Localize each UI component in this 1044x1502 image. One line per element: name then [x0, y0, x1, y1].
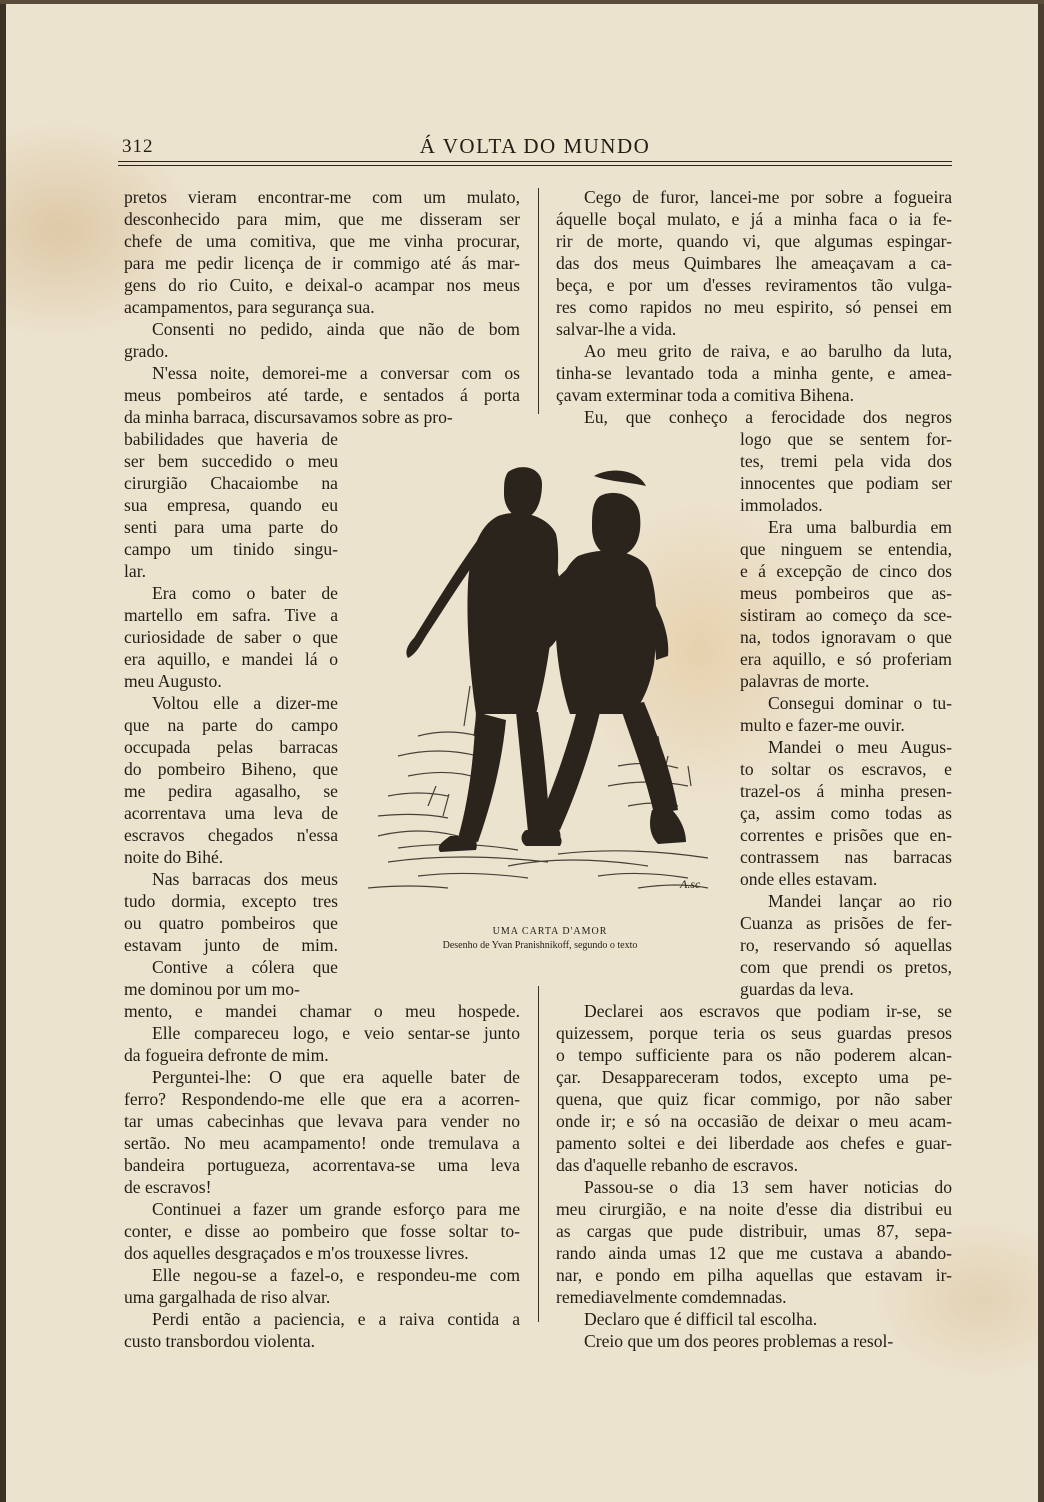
text-line: N'essa noite, demorei-me a conversar com os: [152, 363, 520, 383]
running-title: Á VOLTA DO MUNDO: [419, 134, 651, 158]
text-line: acampamentos, para segurança sua.: [124, 297, 375, 317]
page-header: [118, 134, 952, 162]
text-line: me dominou por um mo-: [124, 979, 300, 999]
text-line: Consegui dominar o tu-: [768, 693, 952, 713]
text-line: cirurgião Chacaiombe na: [124, 473, 338, 493]
text-line: pretos vieram encontrar-me com um mulato,: [124, 187, 520, 207]
text-line: Declarei aos escravos que podiam ir-se, se: [584, 1001, 952, 1021]
text-line: Elle negou-se a fazel-o, e respondeu-me com: [152, 1265, 520, 1285]
text-line: Consenti no pedido, ainda que não de bom: [152, 319, 520, 339]
page-edge-right: [1038, 0, 1044, 1502]
column-divider: [538, 188, 539, 414]
text-line: do pombeiro Biheno, que: [124, 759, 338, 779]
text-line: com que prendi os pretos,: [740, 957, 952, 977]
text-line: Era uma balburdia em: [768, 517, 952, 537]
page-edge-left: [0, 0, 6, 1502]
text-line: ser bem succedido o meu: [124, 451, 338, 471]
text-line: Perguntei-lhe: O que era aquelle bater de: [152, 1067, 520, 1087]
text-line: senti para uma parte do: [124, 517, 338, 537]
header-rule-thin: [118, 165, 952, 166]
text-line: Contive a cólera que: [152, 957, 338, 977]
text-line: áquelle boçal mulato, e já a minha faca o ia fe-: [556, 209, 952, 229]
text-line: çavam exterminar toda a comitiva Bihena.: [556, 385, 854, 405]
text-line: ro, reservando só aquellas: [740, 935, 952, 955]
text-line: me pedira agasalho, se: [124, 781, 338, 801]
text-line: estavam junto de mim.: [124, 935, 338, 955]
text-line: grado.: [124, 341, 169, 361]
text-line: palavras de morte.: [740, 671, 870, 691]
page-number: 312: [122, 136, 154, 157]
text-line: nar, e pondo em pilha aquellas que estavam ir-: [556, 1265, 952, 1285]
text-line: res como rapidos no meu espirito, só pensei em: [556, 297, 952, 317]
text-line: martello em safra. Tive a: [124, 605, 338, 625]
text-line: escravos chegados n'essa: [124, 825, 338, 845]
svg-text:A.sc: A.sc: [680, 877, 701, 891]
text-line: occupada pelas barracas: [124, 737, 338, 757]
text-line: das dos meus Quimbares lhe ameaçavam a ca-: [556, 253, 952, 273]
text-line: ferro? Respondendo-me elle que era a acorren-: [124, 1089, 520, 1109]
text-line: babilidades que haveria de: [124, 429, 338, 449]
column-divider-lower: [538, 986, 539, 1322]
text-line: de escravos!: [124, 1177, 212, 1197]
text-line: sertão. No meu acampamento! onde tremulava a: [124, 1133, 520, 1153]
text-line: sistiram ao começo da sce-: [740, 605, 952, 625]
text-line: acorrentava uma leva de: [124, 803, 338, 823]
text-line: Cego de furor, lancei-me por sobre a fogueira: [584, 187, 952, 207]
text-line: quena, que quiz ficar commigo, por não saber: [556, 1089, 952, 1109]
text-line: beça, e por um d'esses reviramentos tão vulga-: [556, 275, 952, 295]
text-line: bandeira portugueza, acorrentava-se uma leva: [124, 1155, 520, 1175]
text-line: Nas barracas dos meus: [152, 869, 338, 889]
text-line: meu Augusto.: [124, 671, 222, 691]
text-line: logo que se sentem for-: [740, 429, 952, 449]
text-line: Mandei lançar ao rio: [768, 891, 952, 911]
text-line: salvar-lhe a vida.: [556, 319, 677, 339]
text-line: desconhecido para mim, que me disseram ser: [124, 209, 520, 229]
text-line: tar umas cabecinhas que levava para vender no: [124, 1111, 520, 1131]
text-line: Declaro que é difficil tal escolha.: [584, 1309, 818, 1329]
text-line: das d'aquelle rebanho de escravos.: [556, 1155, 799, 1175]
text-line: Mandei o meu Augus-: [768, 737, 952, 757]
text-line: trazel-os á minha presen-: [740, 781, 952, 801]
text-line: mento, e mandei chamar o meu hospede.: [124, 1001, 520, 1021]
text-line: Ao meu grito de raiva, e ao barulho da luta,: [584, 341, 952, 361]
text-line: uma gargalhada de riso alvar.: [124, 1287, 331, 1307]
text-line: Elle compareceu logo, e veio sentar-se junto: [152, 1023, 520, 1043]
text-line: multo e fazer-me ouvir.: [740, 715, 905, 735]
text-line: Creio que um dos peores problemas a resol-: [584, 1331, 894, 1351]
text-line: to soltar os escravos, e: [740, 759, 952, 779]
text-line: Continuei a fazer um grande esforço para me: [152, 1199, 520, 1219]
text-line: Era como o bater de: [152, 583, 338, 603]
text-line: immolados.: [740, 495, 823, 515]
text-line: era aquillo, e mandei lá o: [124, 649, 338, 669]
text-line: Eu, que conheço a ferocidade dos negros: [584, 407, 952, 427]
text-line: onde elles estavam.: [740, 869, 878, 889]
text-line: correntes e prisões que en-: [740, 825, 952, 845]
engraving-illustration: [358, 436, 742, 920]
text-line: lar.: [124, 561, 146, 581]
text-line: meus pombeiros até tarde, e sentados á porta: [124, 385, 520, 405]
text-line: curiosidade de saber o que: [124, 627, 338, 647]
text-line: Passou-se o dia 13 sem haver noticias do: [584, 1177, 952, 1197]
text-line: na, todos ignoravam o que: [740, 627, 952, 647]
text-line: rando ainda umas 12 que me custava a abando-: [556, 1243, 952, 1263]
text-line: tudo dormia, excepto tres: [124, 891, 338, 911]
text-line: as cargas que pude distribuir, umas 87, sepa-: [556, 1221, 952, 1241]
text-line: contrassem nas barracas: [740, 847, 952, 867]
text-line: rir de morte, quando vi, que algumas espingar-: [556, 231, 952, 251]
text-line: çar. Desappareceram todos, excepto uma pe-: [556, 1067, 952, 1087]
text-line: tinha-se levantado toda a minha gente, e amea-: [556, 363, 952, 383]
text-line: gens do rio Cuito, e deixal-o acampar nos meus: [124, 275, 520, 295]
text-line: o tempo sufficiente para os não poderem alcan-: [556, 1045, 952, 1065]
text-line: ou quatro pombeiros que: [124, 913, 338, 933]
header-rule: [118, 161, 952, 162]
text-line: chefe de uma comitiva, que me vinha procurar,: [124, 231, 520, 251]
text-line: noite do Bihé.: [124, 847, 224, 867]
text-line: Perdi então a paciencia, e a raiva contida a: [152, 1309, 520, 1329]
text-line: da fogueira defronte de mim.: [124, 1045, 329, 1065]
page-edge-bottom: [0, 0, 1044, 4]
text-line: Cuanza as prisões de fer-: [740, 913, 952, 933]
text-line: tes, tremi pela vida dos: [740, 451, 952, 471]
figure-caption-credit: Desenho de Yvan Pranishnikoff, segundo o texto: [442, 940, 638, 951]
text-line: meu cirurgião, e na noite d'esse dia distribui eu: [556, 1199, 952, 1219]
text-line: da minha barraca, discursavamos sobre as pro-: [124, 407, 453, 427]
text-line: sua empresa, quando eu: [124, 495, 338, 515]
text-line: e á excepção de cinco dos: [740, 561, 952, 581]
text-line: era aquillo, e só proferiam: [740, 649, 952, 669]
text-line: que ninguem se entendia,: [740, 539, 952, 559]
text-line: ça, assim como todas as: [740, 803, 952, 823]
text-line: guardas da leva.: [740, 979, 854, 999]
text-line: quizessem, porque teria os seus guardas presos: [556, 1023, 952, 1043]
text-line: conter, e disse ao pombeiro que fosse soltar to-: [124, 1221, 520, 1241]
text-line: para me pedir licença de ir commigo até ás mar-: [124, 253, 520, 273]
text-line: dos aquelles desgraçados e m'os trouxesse livres.: [124, 1243, 469, 1263]
text-line: que na parte do campo: [124, 715, 338, 735]
text-line: onde ir; e só na occasião de deixar o meu acam-: [556, 1111, 952, 1131]
figure-caption-title: UMA CARTA D'AMOR: [492, 926, 608, 937]
text-line: innocentes que podiam ser: [740, 473, 952, 493]
text-line: pamento soltei e dei liberdade aos chefes e guar-: [556, 1133, 952, 1153]
text-line: remediavelmente comdemnadas.: [556, 1287, 787, 1307]
text-line: Voltou elle a dizer-me: [152, 693, 338, 713]
text-line: custo transbordou violenta.: [124, 1331, 316, 1351]
text-line: meus pombeiros que as-: [740, 583, 952, 603]
text-line: campo um tinido singu-: [124, 539, 338, 559]
